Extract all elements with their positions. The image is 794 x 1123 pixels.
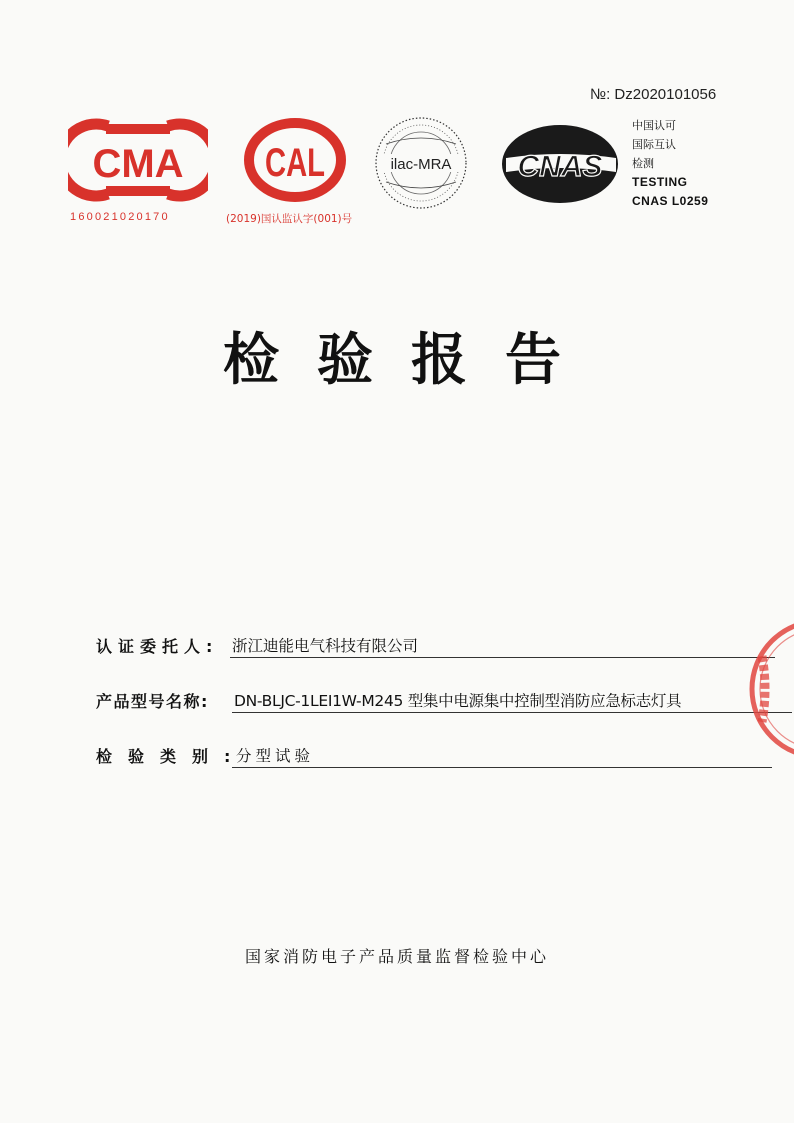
cal-mark-text: CAL [265, 141, 325, 185]
field-test-category [96, 744, 776, 770]
cma-mark-text: CMA [92, 142, 184, 186]
field-product-model [96, 689, 794, 715]
field-value: 浙江迪能电气科技有限公司 [232, 637, 419, 655]
cnas-line: 检测 [632, 157, 654, 170]
field-client [96, 634, 776, 660]
ilac-mark-text: ilac-MRA [390, 156, 452, 173]
field-value: 分型试验 [236, 747, 315, 765]
cnas-line: 国际互认 [632, 138, 676, 151]
cnas-line: 中国认可 [632, 119, 676, 132]
field-label: 产品型号名称: [96, 692, 209, 711]
field-label: 检验类别: [96, 747, 247, 766]
cnas-mark-text: CNAS [517, 150, 603, 183]
underline [230, 657, 775, 658]
page-title: 检验报告 [223, 328, 599, 393]
cnas-logo-icon [498, 122, 622, 206]
underline [232, 712, 792, 713]
cnas-line: TESTING [632, 175, 688, 189]
official-seal-stamp [742, 616, 794, 762]
ilac-mra-logo-icon [372, 114, 470, 212]
cal-code: (2019)国认监认字(001)号 [226, 213, 353, 225]
field-value: DN-BLJC-1LEⅠ1W-M245 型集中电源集中控制型消防应急标志灯具 [234, 692, 682, 710]
cnas-accreditation-text [632, 116, 708, 211]
cma-code: 160021020170 [70, 211, 170, 223]
cal-logo-icon [243, 118, 347, 202]
issuer-organization: 国家消防电子产品质量监督检验中心 [244, 947, 549, 966]
field-label: 认证委托人: [96, 637, 219, 656]
cma-logo-icon [68, 118, 208, 202]
cnas-line: CNAS L0259 [632, 194, 709, 208]
report-number: №: Dz2020101056 [590, 86, 717, 103]
underline [232, 767, 772, 768]
